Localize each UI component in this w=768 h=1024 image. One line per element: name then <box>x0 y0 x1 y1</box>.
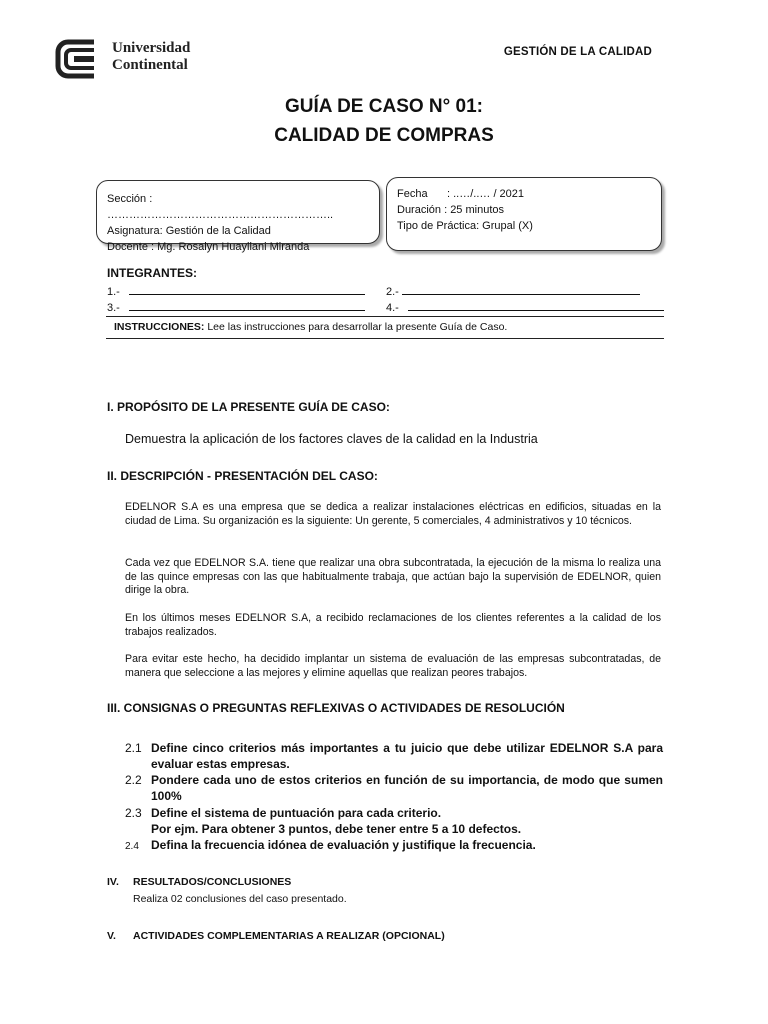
section-4-title: RESULTADOS/CONCLUSIONES <box>133 876 292 888</box>
section-5-number: V. <box>107 930 116 942</box>
integrante-4-num: 4.- <box>386 302 399 314</box>
integrante-1 <box>107 284 365 298</box>
question-2-3-example: Por ejm. Para obtener 3 puntos, debe tener entre 5 a 10 defectos. <box>151 822 522 836</box>
section-4-number: IV. <box>107 876 119 888</box>
question-2-3 <box>125 805 665 837</box>
case-paragraph-4: Para evitar este hecho, ha decidido implantar un sistema de evaluación de las empresas subcontratadas, de manera que seleccione a las mejores y elimine aquellas que realizan peores trabajos. <box>125 653 661 679</box>
seccion-field: Sección : …………………………………………………….. <box>107 193 334 221</box>
instructions-label: INSTRUCCIONES: <box>114 321 205 333</box>
question-2-2-text: Pondere cada uno de estos criterios en función de su importancia, de modo que sumen 100% <box>151 773 663 803</box>
question-2-1 <box>125 740 665 772</box>
instructions-bottom-rule <box>106 338 664 339</box>
case-paragraph-2: Cada vez que EDELNOR S.A. tiene que realizar una obra subcontratada, la ejecución de la misma lo realiza una de las quince empresas con las que habitualmente trabaja, que actúan bajo la supervisión de EDELNOR, quien dirige la obra. <box>125 557 661 596</box>
case-paragraph-1: EDELNOR S.A es una empresa que se dedica a realizar instalaciones eléctricas en edificios, situadas en la ciudad de Lima. Su organización es la siguiente: Un gerente, 5 comerciales, 4 administrativos y 10 técnicos. <box>125 501 661 527</box>
integrante-3 <box>107 300 365 314</box>
docente-field: Docente : Mg. Rosalyn Huayllani Miranda <box>107 241 310 253</box>
university-logo <box>54 36 191 88</box>
course-header: GESTIÓN DE LA CALIDAD <box>503 46 652 58</box>
instructions-text: Lee las instrucciones para desarrollar la presente Guía de Caso. <box>204 321 508 333</box>
integrante-4-line[interactable] <box>408 300 664 311</box>
integrantes-label: INTEGRANTES: <box>107 266 197 280</box>
integrante-3-line[interactable] <box>129 300 365 311</box>
integrante-1-line[interactable] <box>129 284 365 295</box>
date-info-box <box>386 177 662 251</box>
integrante-2-num: 2.- <box>386 286 399 298</box>
integrante-1-num: 1.- <box>107 286 120 298</box>
question-2-3-text: Define el sistema de puntuación para cada criterio. <box>151 806 442 820</box>
section-1-title: I. PROPÓSITO DE LA PRESENTE GUÍA DE CASO: <box>107 400 390 414</box>
question-2-1-number: 2.1 <box>125 741 142 755</box>
section-5-title: ACTIVIDADES COMPLEMENTARIAS A REALIZAR (OPCIONAL) <box>133 930 445 942</box>
instructions-line <box>114 321 507 333</box>
question-2-2 <box>125 772 665 804</box>
section-1-text: Demuestra la aplicación de los factores claves de la calidad en la Industria <box>125 432 538 446</box>
question-2-3-number: 2.3 <box>125 806 142 820</box>
asignatura-field: Asignatura: Gestión de la Calidad <box>107 225 271 237</box>
question-2-1-text: Define cinco criterios más importantes a tu juicio que debe utilizar EDELNOR S.A para evaluar estas empresas. <box>151 741 663 771</box>
fecha-label: Fecha <box>397 188 428 200</box>
university-name-line1: Universidad <box>112 40 191 56</box>
integrante-3-num: 3.- <box>107 302 120 314</box>
question-2-4-number: 2.4 <box>125 841 139 852</box>
document-title-line2: CALIDAD DE COMPRAS <box>274 125 494 146</box>
university-name-line2: Continental <box>112 57 188 73</box>
question-2-2-number: 2.2 <box>125 773 142 787</box>
instructions-top-rule <box>106 316 664 317</box>
section-3-title: III. CONSIGNAS O PREGUNTAS REFLEXIVAS O ACTIVIDADES DE RESOLUCIÓN <box>107 701 565 715</box>
question-2-4 <box>125 837 665 855</box>
integrante-2-line[interactable] <box>402 284 640 295</box>
document-title-line1: GUÍA DE CASO N° 01: <box>285 96 483 117</box>
course-info-box <box>96 180 380 253</box>
university-logo-icon <box>54 36 100 82</box>
case-paragraph-3: En los últimos meses EDELNOR S.A, a recibido reclamaciones de los clientes referentes a la calidad de los trabajos realizados. <box>125 612 661 638</box>
duracion-field: Duración : 25 minutos <box>397 204 504 216</box>
section-4-text: Realiza 02 conclusiones del caso presentado. <box>133 893 347 905</box>
question-2-4-text: Defina la frecuencia idónea de evaluación y justifique la frecuencia. <box>151 838 536 852</box>
tipo-practica-field: Tipo de Práctica: Grupal (X) <box>397 220 533 232</box>
integrante-2 <box>386 284 640 298</box>
section-2-title: II. DESCRIPCIÓN - PRESENTACIÓN DEL CASO: <box>107 469 378 483</box>
integrante-4 <box>386 300 664 314</box>
fecha-value: : ..…/..… / 2021 <box>447 188 525 200</box>
